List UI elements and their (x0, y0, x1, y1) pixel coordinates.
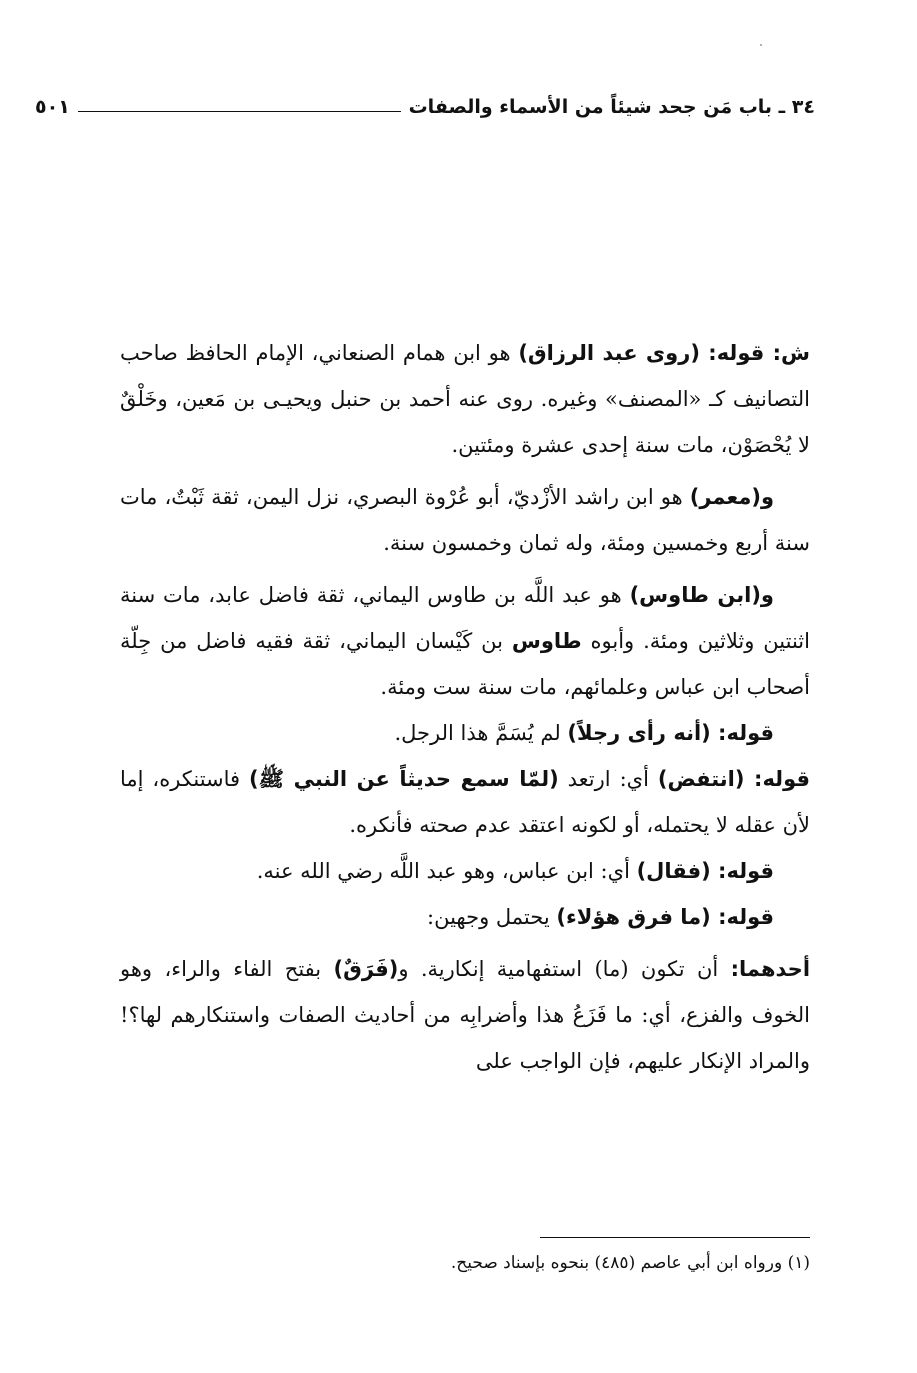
run: هو ابن راشد الأزْديّ، أبو عُرْوة البصري، نزل اليمن، ثقة ثَبْتٌ، مات سنة أربع وخمسين ومئة، وله ثمان وخمسون سنة. (120, 485, 810, 555)
run: يحتمل وجهين: (427, 905, 557, 929)
run: بفتح الفاء والراء، وهو الخوف والفزع، أي: ما فَزَعُ هذا وأضرابِه من أحاديث الصفات واستنكارهم لها؟! والمراد الإنكار عليهم، فإن الواجب على (120, 957, 810, 1073)
page-number: ٥٠١ (35, 96, 70, 118)
run: قوله: (أنه رأى رجلاً) (567, 721, 774, 745)
scan-speck (760, 44, 762, 46)
run: أي: ابن عباس، وهو عبد اللَّه رضي الله عنه. (256, 859, 637, 883)
paragraph (120, 848, 810, 894)
run: لم يُسَمَّ هذا الرجل. (394, 721, 568, 745)
header-rule (78, 111, 401, 112)
footnote-rule (540, 1237, 810, 1238)
paragraph (120, 474, 810, 566)
paragraph (120, 756, 810, 848)
running-header (35, 90, 815, 124)
run: أي: ارتعد (558, 767, 658, 791)
run: (فَرَقٌ) (333, 957, 399, 981)
run: ش: قوله: (708, 341, 810, 365)
run: هو ابن همام الصنعاني، الإمام الحافظ صاحب التصانيف كـ «المصنف» وغيره. روى عنه أحمد بن حنبل ويحيـى بن مَعين، وخَلْقٌ لا يُحْصَوْن، مات سنة إحدى عشرة ومئتين. (120, 341, 810, 457)
body-text (120, 330, 810, 1084)
run: (روى عبد الرزاق) (518, 341, 709, 365)
footnote: (١) ورواه ابن أبي عاصم (٤٨٥) بنحوه بإسناد صحيح. (450, 1253, 810, 1273)
paragraph (120, 710, 810, 756)
run: و(ابن طاوس) (629, 583, 774, 607)
paragraph (120, 572, 810, 710)
run: قوله: (ما فرق هؤلاء) (556, 905, 774, 929)
run: بن كَيْسان اليماني، ثقة فقيه فاضل من جِلّة أصحاب ابن عباس وعلمائهم، مات سنة ست ومئة. (120, 629, 810, 699)
run: و(معمر) (689, 485, 774, 509)
run: فاستنكره، إما لأن عقله لا يحتمله، أو لكونه اعتقد عدم صحته فأنكره. (120, 767, 810, 837)
paragraph (120, 330, 810, 468)
run: هو عبد اللَّه بن طاوس اليماني، ثقة فاضل عابد، مات سنة اثنتين وثلاثين ومئة. وأبوه (120, 583, 810, 653)
run: أحدهما: (730, 957, 811, 981)
run: طاوس (511, 629, 582, 653)
paragraph (120, 946, 810, 1084)
run: قوله: (فقال) (636, 859, 774, 883)
chapter-title: ٣٤ ـ باب مَن جحد شيئاً من الأسماء والصفات (408, 96, 815, 118)
paragraph (120, 894, 810, 940)
run: (لمّا سمع حديثاً عن النبي ﷺ) (249, 767, 559, 791)
run: أن تكون (ما) استفهامية إنكارية. و (398, 957, 731, 981)
run: قوله: (انتفض) (657, 767, 810, 791)
